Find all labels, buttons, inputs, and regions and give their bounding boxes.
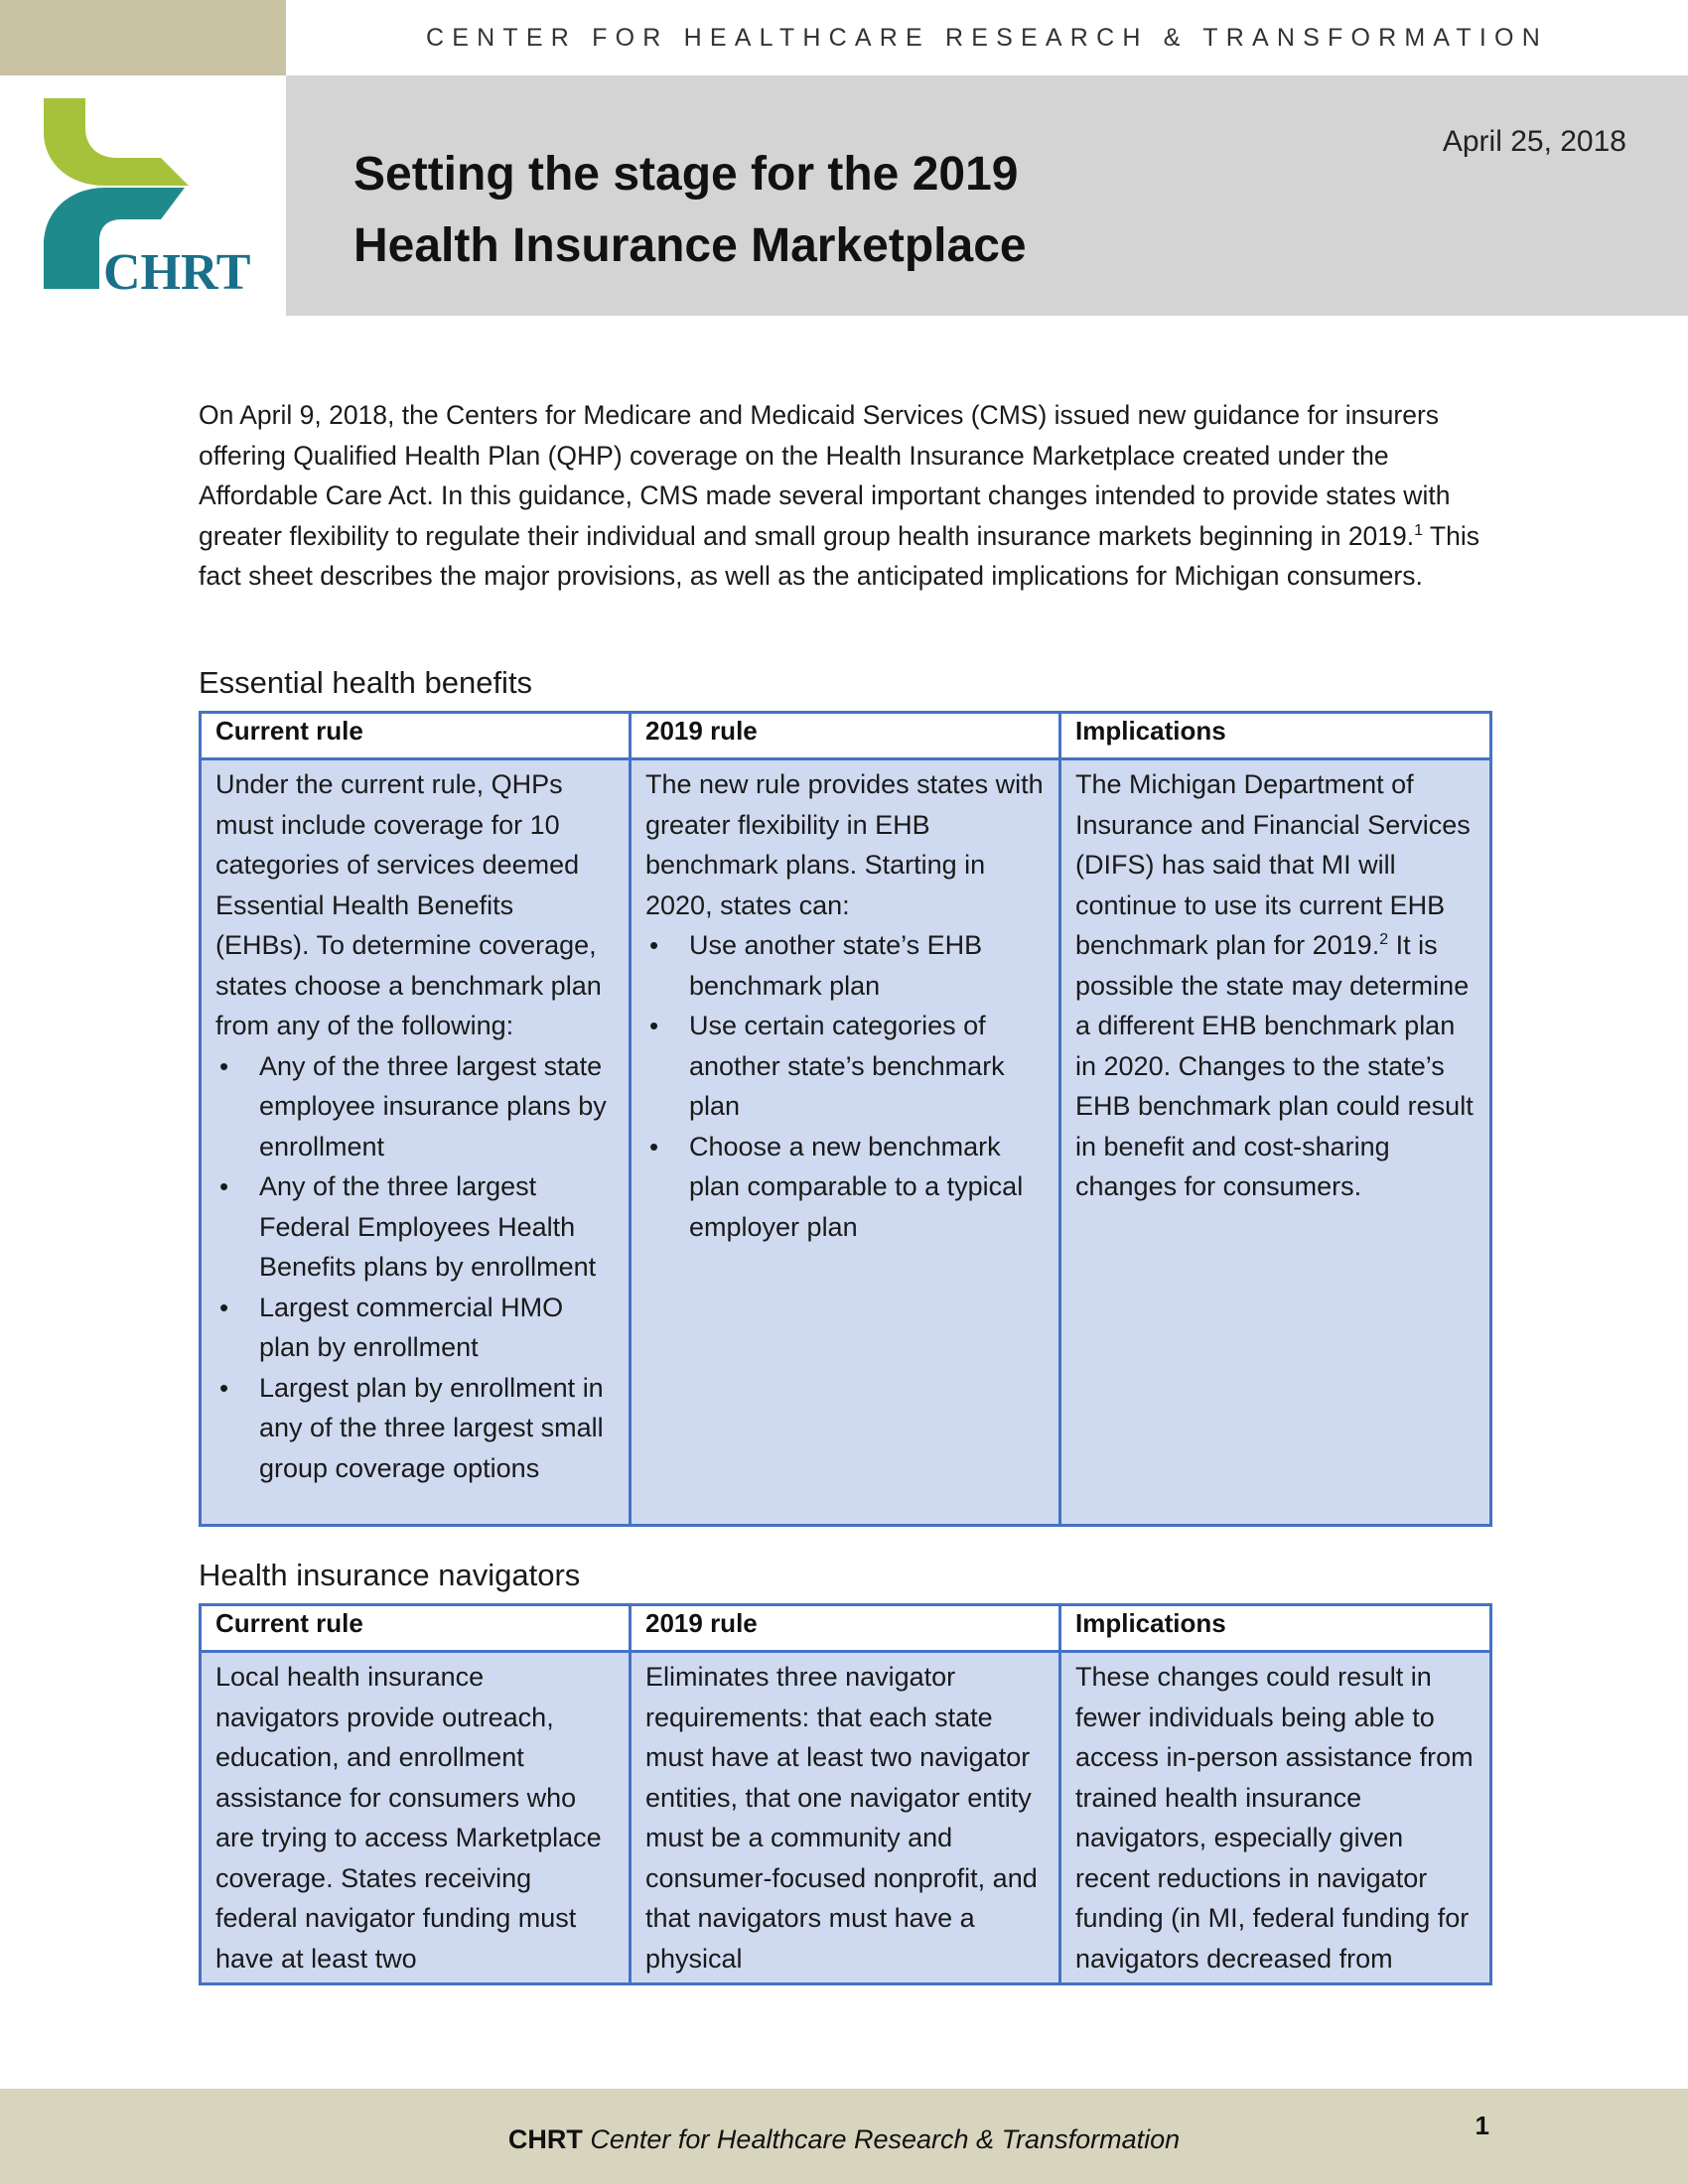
page-number: 1	[1475, 2111, 1489, 2140]
list-item: • Any of the three largest Federal Employees Health Benefits plans by enrollment	[259, 1166, 615, 1288]
list-item: • Use another state’s EHB benchmark plan	[689, 925, 1045, 1006]
column-header-2019: 2019 rule	[631, 1605, 1060, 1652]
column-header-implications: Implications	[1060, 713, 1491, 759]
bullet-list	[215, 1046, 615, 1489]
column-header-current: Current rule	[201, 1605, 631, 1652]
table-row	[201, 1652, 1491, 1984]
intro-paragraph	[199, 395, 1489, 597]
implications-cell	[1060, 759, 1491, 1526]
ehb-table	[199, 711, 1492, 1527]
navigators-table	[199, 1603, 1492, 1985]
intro-text: On April 9, 2018, the Centers for Medicare and Medicaid Services (CMS) issued new guidance for insurers offering Qualified Health Plan (QHP) coverage on the Health Insurance Marketplace created under the Affordable Care Act. In this guidance, CMS made several important changes intended to provide states with greater flexibility to regulate their individual and small group health insurance markets beginning in 2019.	[199, 400, 1451, 551]
chrt-logo	[40, 94, 268, 303]
column-header-implications: Implications	[1060, 1605, 1491, 1652]
cell-text: The new rule provides states with greater flexibility in EHB benchmark plans. Starting in 2020, states can:	[645, 769, 1044, 920]
cell-text: Eliminates three navigator requirements: that each state must have at least two navigator entities, that one navigator entity must be a community and consumer-focused nonprofit, and that navigators must have a physical	[645, 1662, 1038, 1974]
table-header-row	[201, 1605, 1491, 1652]
bullet-list	[645, 925, 1045, 1247]
implications-cell	[1060, 1652, 1491, 1984]
section-heading-navigators: Health insurance navigators	[199, 1558, 581, 1592]
new-rule-cell	[631, 1652, 1060, 1984]
column-header-current: Current rule	[201, 713, 631, 759]
implications-text: The Michigan Department of Insurance and Financial Services (DIFS) has said that MI will continue to use its current EHB benchmark plan for 2019.	[1075, 769, 1471, 960]
implications-text-continued: It is possible the state may determine a different EHB benchmark plan in 2020. Changes to the state’s EHB benchmark plan could result in benefit and cost-sharing changes for consumers.	[1075, 930, 1474, 1201]
footnote-ref-2[interactable]: 2	[1379, 931, 1389, 948]
document-title: Setting the stage for the 2019 Health Insurance Marketplace	[353, 148, 1027, 272]
list-item: • Any of the three largest state employee insurance plans by enrollment	[259, 1046, 615, 1167]
header-banner	[286, 0, 1688, 75]
footer-org-full: Center for Healthcare Research & Transformation	[590, 2124, 1181, 2154]
current-rule-cell	[201, 759, 631, 1526]
logo-green-shape	[44, 98, 189, 186]
publication-date: April 25, 2018	[1442, 125, 1626, 158]
cell-text	[1075, 764, 1476, 1207]
organization-name: CENTER FOR HEALTHCARE RESEARCH & TRANSFORMATION	[426, 23, 1548, 52]
table-header-row	[201, 713, 1491, 759]
footer-org	[0, 2124, 1688, 2155]
intro-text-continued: This fact sheet describes the major provisions, as well as the anticipated implications for Michigan consumers.	[199, 520, 1479, 591]
page-footer	[0, 2089, 1688, 2184]
new-rule-cell	[631, 759, 1060, 1526]
column-header-2019: 2019 rule	[631, 713, 1060, 759]
footer-org-short: CHRT	[507, 2124, 583, 2154]
cell-text: These changes could result in fewer individuals being able to access in-person assistance from trained health insurance navigators, especially given recent reductions in navigator funding (in MI, federal funding for navigators decreased from	[1075, 1662, 1474, 1974]
list-item: • Choose a new benchmark plan comparable to a typical employer plan	[689, 1127, 1045, 1248]
cell-text: Local health insurance navigators provide outreach, education, and enrollment assistance for consumers who are trying to access Marketplace coverage. States receiving federal navigator funding must have at least two	[215, 1662, 602, 1974]
list-item: • Largest commercial HMO plan by enrollment	[259, 1288, 615, 1368]
table-row	[201, 759, 1491, 1526]
cell-text: Under the current rule, QHPs must include coverage for 10 categories of services deemed Essential Health Benefits (EHBs). To determine coverage, states choose a benchmark plan from any of the following:	[215, 769, 602, 1040]
footnote-ref-1[interactable]: 1	[1414, 521, 1424, 539]
section-heading-ehb: Essential health benefits	[199, 665, 533, 700]
logo-text: CHRT	[103, 244, 251, 301]
list-item: • Largest plan by enrollment in any of the three largest small group coverage options	[259, 1368, 615, 1489]
list-item: • Use certain categories of another state’s benchmark plan	[689, 1006, 1045, 1127]
header-accent-block	[0, 0, 286, 75]
current-rule-cell	[201, 1652, 631, 1984]
